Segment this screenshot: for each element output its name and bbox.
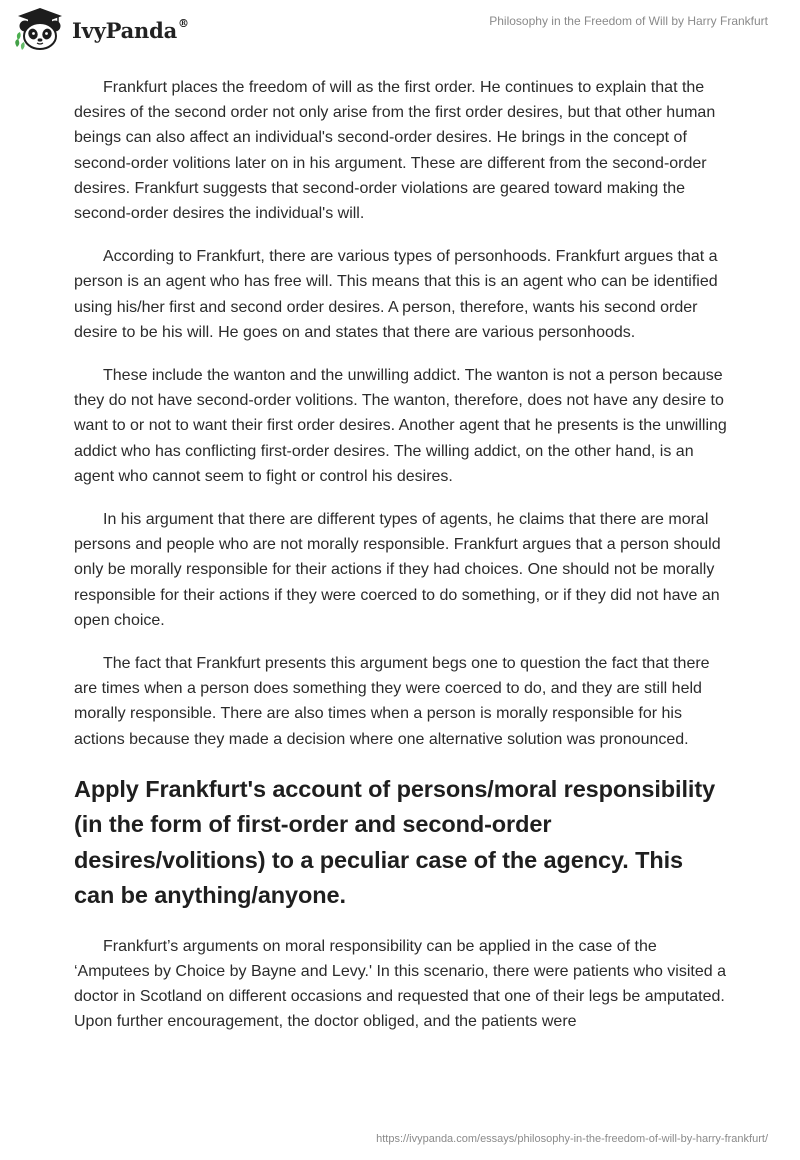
registered-mark: ® xyxy=(178,16,189,30)
panda-logo-icon xyxy=(14,7,66,51)
paragraph: These include the wanton and the unwilling addict. The wanton is not a person because they do not have second-order volitions. The wanton, therefore, does not have any desire to want to or not to want their first order desires. Another agent that he presents is the unwilling addict who has conflicting first-order desires. The willing addict, on the other hand, is an agent who cannot seem to fight or control his desires. xyxy=(74,367,727,485)
brand-name xyxy=(72,18,189,43)
paragraph: Frankfurt places the freedom of will as the first order. He continues to explain that the desires of the second order not only arise from the first order desires, but that other human beings can also affect an individual's second-order desires. He brings in the concept of second-order volitions later on in his argument. These are different from the second-order desires. Frankfurt suggests that second-order violations are geared toward making the second-order desires the individual's will. xyxy=(74,79,716,223)
page-header xyxy=(0,0,800,60)
paragraph: The fact that Frankfurt presents this argument begs one to question the fact that there are times when a person does something they were coerced to do, and they are still held morally responsible. There are also times when a person is morally responsible for his actions because they made a decision where one alternative solution was pronounced. xyxy=(74,655,710,748)
source-url[interactable]: https://ivypanda.com/essays/philosophy-in-the-freedom-of-will-by-harry-frankfurt/ xyxy=(376,1133,768,1145)
paragraph: In his argument that there are different types of agents, he claims that there are moral persons and people who are not morally responsible. Frankfurt argues that a person should only be morally responsible for their actions if they had choices. One should not be morally responsible for their actions if they were coerced to do something, or if they did not have an open choice. xyxy=(74,511,721,629)
paragraph: Frankfurt’s arguments on moral responsibility can be applied in the case of the ‘Amputees by Choice by Bayne and Levy.' In this scenario, there were patients who visited a doctor in Scotland on different occasions and requested that one of their legs be amputated. Upon further encouragement, the doctor obliged, and the patients were xyxy=(74,937,726,1031)
essay-content xyxy=(74,75,728,1053)
document-title: Philosophy in the Freedom of Will by Harry Frankfurt xyxy=(489,14,768,28)
ivypanda-logo[interactable] xyxy=(14,7,189,51)
brand-text: IvyPanda xyxy=(72,17,178,43)
paragraph: According to Frankfurt, there are various types of personhoods. Frankfurt argues that a person is an agent who has free will. This means that this is an agent who can be identified using his/her first and second order desires. A person, therefore, wants his second order desire to be his will. He goes on and states that there are various personhoods. xyxy=(74,248,718,341)
section-heading: Apply Frankfurt's account of persons/moral responsibility (in the form of first-order and second-order desires/volitions) to a peculiar case of the agency. This can be anything/anyone. xyxy=(74,775,716,909)
